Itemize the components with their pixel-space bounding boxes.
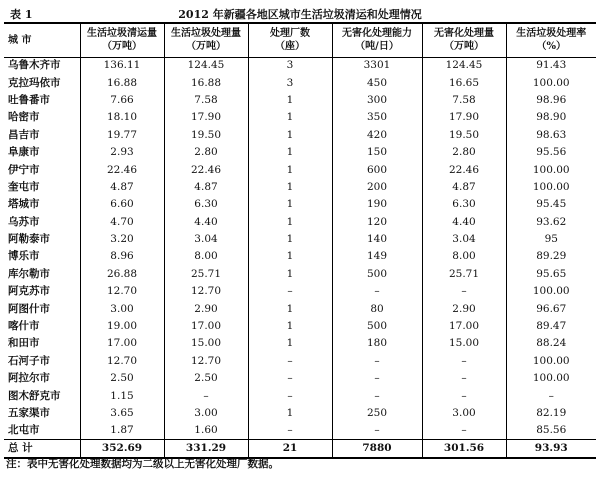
table-title-bar [6, 4, 594, 22]
table-cell: 26.88 [80, 266, 164, 283]
table-cell: 1 [248, 405, 332, 422]
column-header-label: 无害化处理量 [434, 28, 494, 40]
city-name-cell: 昌吉市 [8, 128, 40, 141]
total-cell: 93.93 [506, 440, 596, 458]
table-cell: – [422, 422, 506, 439]
table-cell: – [422, 387, 506, 404]
table-cell: – [332, 422, 422, 439]
total-cell: 7880 [332, 440, 422, 458]
table-row [4, 335, 596, 352]
table-cell: 88.24 [506, 335, 596, 352]
table-cell: 93.62 [506, 214, 596, 231]
table-cell: 500 [332, 318, 422, 335]
table-cell: 15.00 [422, 335, 506, 352]
city-name-cell: 伊宁市 [8, 163, 40, 176]
table-cell: 7.58 [422, 92, 506, 109]
table-cell: – [422, 283, 506, 300]
table-cell: 124.45 [422, 57, 506, 74]
table-cell: 3.20 [80, 231, 164, 248]
city-name-cell: 和田市 [8, 337, 40, 350]
table-cell: 19.50 [422, 127, 506, 144]
table-title: 2012 年新疆各地区城市生活垃圾清运和处理情况 [178, 8, 422, 21]
table-cell: 80 [332, 300, 422, 317]
city-name-cell: 阿勒泰市 [8, 233, 50, 246]
city-name-cell: 阿图什市 [8, 302, 50, 315]
city-name-cell: 喀什市 [8, 320, 40, 333]
table-cell: 95.56 [506, 144, 596, 161]
table-cell: 100.00 [506, 74, 596, 91]
table-cell: 19.50 [164, 127, 248, 144]
table-row [4, 266, 596, 283]
table-cell: 95.45 [506, 196, 596, 213]
table-cell: 1 [248, 196, 332, 213]
table-cell: 17.90 [164, 109, 248, 126]
total-cell: 352.69 [80, 440, 164, 458]
table-header [4, 23, 596, 57]
table-row [4, 370, 596, 387]
city-name-cell: 吐鲁番市 [8, 93, 50, 106]
table-cell: 3 [248, 57, 332, 74]
table-row [4, 422, 596, 439]
table-cell: 85.56 [506, 422, 596, 439]
table-cell: 91.43 [506, 57, 596, 74]
table-row [4, 144, 596, 161]
table-cell: 98.63 [506, 127, 596, 144]
table-cell: 350 [332, 109, 422, 126]
table-cell: 1 [248, 179, 332, 196]
table-cell: 100.00 [506, 283, 596, 300]
city-name-cell: 奎屯市 [8, 180, 40, 193]
table-cell: 25.71 [164, 266, 248, 283]
table-cell: 250 [332, 405, 422, 422]
total-row [4, 440, 596, 458]
column-header [248, 23, 332, 57]
header-row [4, 23, 596, 57]
table-row [4, 196, 596, 213]
table-cell: 1 [248, 127, 332, 144]
city-name-cell: 库尔勒市 [8, 267, 50, 280]
table-row [4, 109, 596, 126]
table-cell: – [422, 370, 506, 387]
table-cell: – [422, 353, 506, 370]
table-cell: 18.10 [80, 109, 164, 126]
table-cell: 100.00 [506, 161, 596, 178]
table-cell: 450 [332, 74, 422, 91]
table-row [4, 405, 596, 422]
table-cell: 100.00 [506, 179, 596, 196]
city-name-cell: 克拉玛依市 [8, 76, 61, 89]
table-row [4, 161, 596, 178]
table-cell: 124.45 [164, 57, 248, 74]
city-name-cell: 哈密市 [8, 111, 40, 124]
table-footnote: 注：表中无害化处理数据均为二级以上无害化处理厂数据。 [6, 458, 279, 470]
table-cell: 6.60 [80, 196, 164, 213]
table-cell: 16.88 [164, 74, 248, 91]
table-cell: 1 [248, 300, 332, 317]
table-cell: 8.96 [80, 248, 164, 265]
table-cell: 12.70 [164, 353, 248, 370]
table-cell: 190 [332, 196, 422, 213]
table-cell: 1.87 [80, 422, 164, 439]
city-name-cell: 乌苏市 [8, 215, 40, 228]
table-row [4, 248, 596, 265]
table-cell: 95.65 [506, 266, 596, 283]
table-cell: 7.66 [80, 92, 164, 109]
city-name-cell: 博乐市 [8, 250, 40, 263]
table-cell: 4.70 [80, 214, 164, 231]
table-cell: 1 [248, 109, 332, 126]
column-header-label: 生活垃圾清运量 [87, 28, 157, 40]
table-cell: 6.30 [422, 196, 506, 213]
table-cell: 19.00 [80, 318, 164, 335]
city-name-cell: 北屯市 [8, 424, 40, 437]
table-cell: 150 [332, 144, 422, 161]
column-header [332, 23, 422, 57]
table-cell: – [332, 283, 422, 300]
table-cell: 3301 [332, 57, 422, 74]
table-row [4, 283, 596, 300]
table-cell: 89.29 [506, 248, 596, 265]
table-cell: 8.00 [422, 248, 506, 265]
table-cell: 2.50 [80, 370, 164, 387]
table-cell: 3.00 [80, 300, 164, 317]
table-cell: 16.65 [422, 74, 506, 91]
table-cell: 600 [332, 161, 422, 178]
city-name-cell: 图木舒克市 [8, 389, 61, 402]
table-cell: 17.00 [422, 318, 506, 335]
table-cell: 8.00 [164, 248, 248, 265]
table-cell: 17.00 [80, 335, 164, 352]
table-cell: 2.80 [164, 144, 248, 161]
table-cell: 17.00 [164, 318, 248, 335]
table-cell: 300 [332, 92, 422, 109]
table-cell: 4.40 [164, 214, 248, 231]
city-name-cell: 阿克苏市 [8, 285, 50, 298]
table-row [4, 231, 596, 248]
table-cell: 16.88 [80, 74, 164, 91]
table-cell: – [248, 370, 332, 387]
table-cell: 17.90 [422, 109, 506, 126]
column-header-label: 生活垃圾处理率 [516, 28, 587, 40]
table-cell: 136.11 [80, 57, 164, 74]
table-row [4, 57, 596, 74]
table-row [4, 318, 596, 335]
table-cell: 96.67 [506, 300, 596, 317]
total-cell: 301.56 [422, 440, 506, 458]
table-cell: 140 [332, 231, 422, 248]
column-header-unit: （万吨） [102, 41, 142, 53]
column-header [4, 23, 80, 57]
column-header-label: 生活垃圾处理量 [171, 28, 241, 40]
table-cell: 4.87 [164, 179, 248, 196]
column-header-label: 处理厂数 [270, 28, 310, 40]
table-cell: 2.93 [80, 144, 164, 161]
table-cell: 100.00 [506, 353, 596, 370]
table-cell: – [248, 353, 332, 370]
table-cell: 98.96 [506, 92, 596, 109]
table-cell: 4.87 [422, 179, 506, 196]
table-cell: 3.04 [164, 231, 248, 248]
table-row [4, 353, 596, 370]
column-header [80, 23, 164, 57]
table-cell: 12.70 [164, 283, 248, 300]
table-cell: 22.46 [422, 161, 506, 178]
table-row [4, 74, 596, 91]
table-cell: 12.70 [80, 353, 164, 370]
table-cell: – [248, 387, 332, 404]
total-label-cell: 总 计 [8, 441, 33, 454]
table-cell: 4.40 [422, 214, 506, 231]
table-cell: 1.60 [164, 422, 248, 439]
table-cell: 15.00 [164, 335, 248, 352]
column-header-unit: （万吨） [186, 41, 226, 53]
table-cell: 12.70 [80, 283, 164, 300]
table-row [4, 92, 596, 109]
table-cell: 500 [332, 266, 422, 283]
column-header-unit: （%） [536, 41, 566, 53]
city-name-cell: 阿拉尔市 [8, 372, 50, 385]
table-cell: 25.71 [422, 266, 506, 283]
table-cell: 1 [248, 318, 332, 335]
table-cell: 3.00 [164, 405, 248, 422]
table-cell: 200 [332, 179, 422, 196]
table-cell: 98.90 [506, 109, 596, 126]
column-header-label: 城 市 [8, 34, 32, 46]
table-cell: 3.00 [422, 405, 506, 422]
data-table [4, 22, 596, 459]
table-row [4, 387, 596, 404]
table-cell: 3.65 [80, 405, 164, 422]
table-row [4, 300, 596, 317]
column-header [506, 23, 596, 57]
table-cell: 149 [332, 248, 422, 265]
city-name-cell: 塔城市 [8, 198, 40, 211]
table-cell: – [248, 422, 332, 439]
table-cell: – [332, 353, 422, 370]
column-header-unit: （座） [275, 41, 305, 53]
table-cell: 2.80 [422, 144, 506, 161]
table-cell: 1 [248, 214, 332, 231]
table-cell: – [248, 283, 332, 300]
table-cell: 1 [248, 266, 332, 283]
table-cell: 3 [248, 74, 332, 91]
city-name-cell: 乌鲁木齐市 [8, 59, 61, 72]
table-cell: 1 [248, 161, 332, 178]
table-cell: – [332, 387, 422, 404]
table-cell: 89.47 [506, 318, 596, 335]
table-cell: 3.04 [422, 231, 506, 248]
table-row [4, 127, 596, 144]
city-name-cell: 五家渠市 [8, 407, 50, 419]
table-cell: 4.87 [80, 179, 164, 196]
table-row [4, 214, 596, 231]
table-cell: 100.00 [506, 370, 596, 387]
table-cell: 2.50 [164, 370, 248, 387]
table-cell: 22.46 [164, 161, 248, 178]
column-header-label: 无害化处理能力 [342, 28, 412, 40]
table-cell: 82.19 [506, 405, 596, 422]
table-cell: 2.90 [422, 300, 506, 317]
table-cell: 420 [332, 127, 422, 144]
table-cell: – [506, 387, 596, 404]
table-body [4, 57, 596, 458]
table-cell: 2.90 [164, 300, 248, 317]
column-header [164, 23, 248, 57]
table-cell: 95 [506, 231, 596, 248]
table-cell: 1 [248, 248, 332, 265]
total-cell: 331.29 [164, 440, 248, 458]
table-cell: 180 [332, 335, 422, 352]
table-cell: 7.58 [164, 92, 248, 109]
table-cell: 1.15 [80, 387, 164, 404]
table-label: 表 1 [10, 8, 33, 21]
total-cell: 21 [248, 440, 332, 458]
city-name-cell: 石河子市 [8, 354, 50, 367]
table-cell: 1 [248, 144, 332, 161]
column-header-unit: （万吨） [444, 41, 484, 53]
table-cell: – [164, 387, 248, 404]
table-cell: 1 [248, 92, 332, 109]
table-cell: 19.77 [80, 127, 164, 144]
table-cell: – [332, 370, 422, 387]
table-cell: 1 [248, 231, 332, 248]
table-cell: 22.46 [80, 161, 164, 178]
table-row [4, 179, 596, 196]
table-cell: 1 [248, 335, 332, 352]
column-header [422, 23, 506, 57]
column-header-unit: （吨/日） [355, 41, 399, 53]
table-cell: 120 [332, 214, 422, 231]
table-cell: 6.30 [164, 196, 248, 213]
city-name-cell: 阜康市 [8, 146, 40, 159]
